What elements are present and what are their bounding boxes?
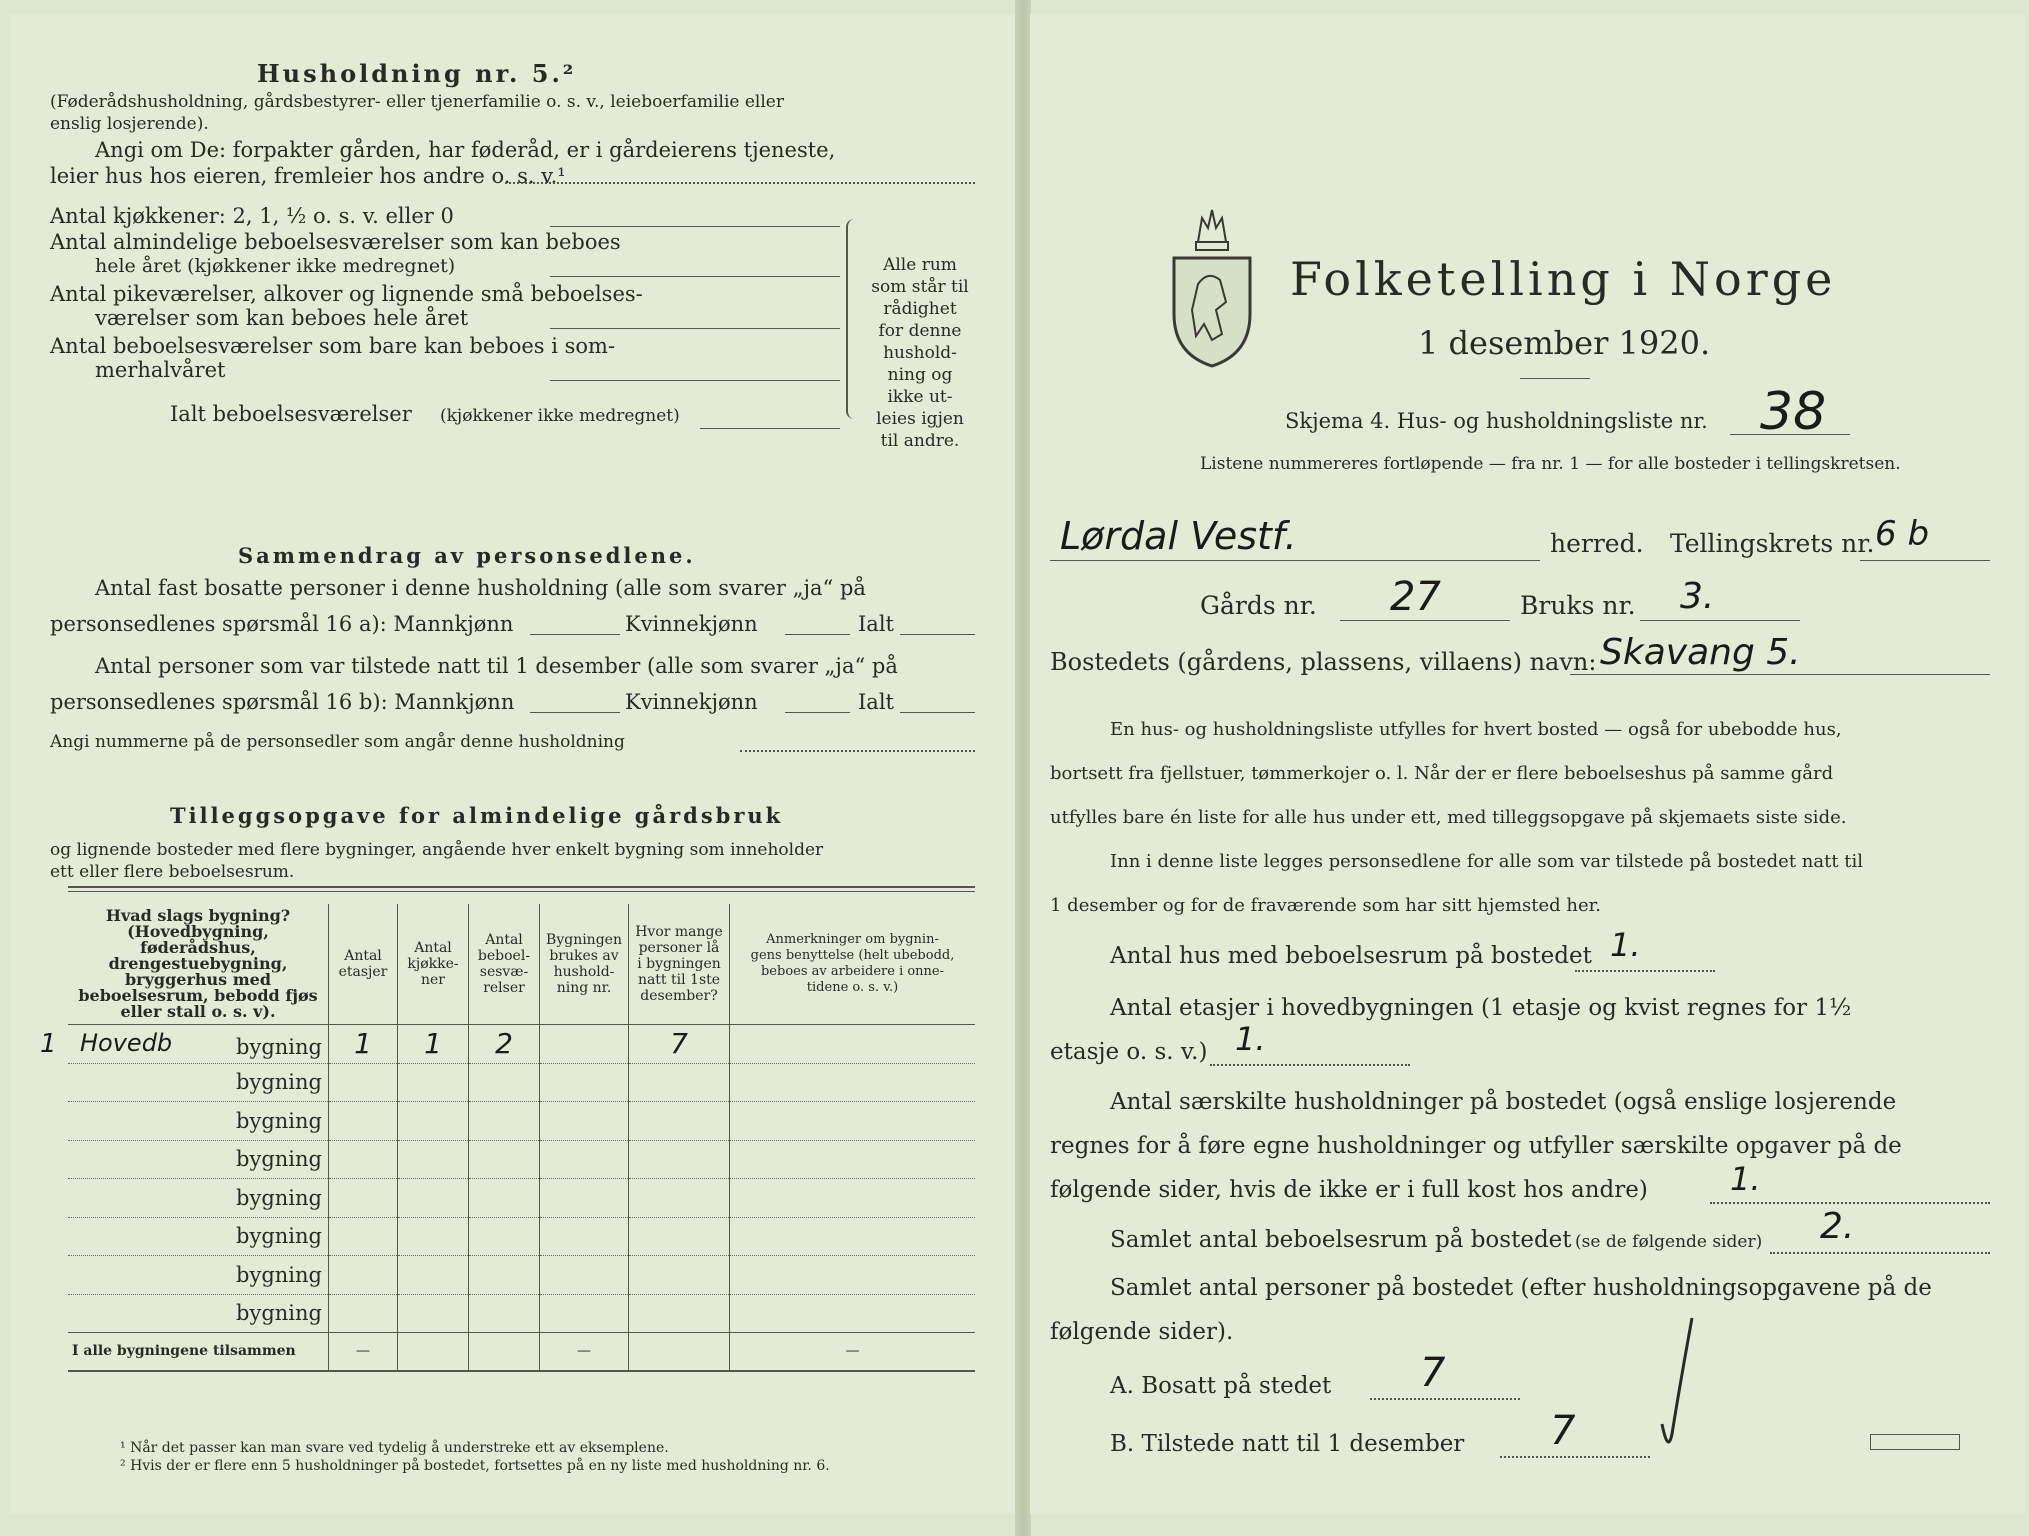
row1-husholdning[interactable] <box>540 1025 629 1064</box>
rooms-total-note: (kjøkkener ikke medregnet) <box>440 406 680 426</box>
angi-nummerne-line[interactable] <box>740 750 975 752</box>
mann-1-line[interactable] <box>530 634 620 635</box>
rooms-ordinary-1: Antal almindelige beboelsesværelser som kan beboes <box>50 230 621 254</box>
household-intro-line2: enslig losjerende). <box>50 114 209 134</box>
table-top-rule <box>68 886 975 892</box>
household-title: Husholdning nr. 5.² <box>257 59 577 88</box>
angi-line2: leier hus hos eieren, fremleier hos andre o. s. v.¹ <box>50 164 566 188</box>
tillegg-title: Tilleggsopgave for almindelige gårdsbruk <box>170 803 784 828</box>
angi-nummerne: Angi nummerne på de personsedler som angår denne husholdning <box>50 732 625 752</box>
rooms-kitchens: Antal kjøkkener: 2, 1, ½ o. s. v. eller 0 <box>50 204 454 228</box>
footnote-1: ¹ Når det passer kan man svare ved tydelig å understreke ett av eksemplene. <box>120 1440 669 1456</box>
footnote-2: ² Hvis der er flere enn 5 husholdninger på bostedet, fortsettes på en ny liste med husholdning nr. 6. <box>120 1458 830 1474</box>
summary-line1b: personsedlenes spørsmål 16 a): Mannkjønn <box>50 612 514 636</box>
kitchens-answer-line[interactable] <box>550 226 840 227</box>
q-bosatt: A. Bosatt på stedet <box>1110 1373 1332 1399</box>
mann-2-line[interactable] <box>530 712 620 713</box>
header-rum: Antal beboel- sesvæ- relser <box>469 904 540 1025</box>
table-row[interactable]: bygning <box>68 1294 975 1333</box>
header-kjokkener: Antal kjøkke- ner <box>398 904 469 1025</box>
row1-personer[interactable]: 7 <box>629 1025 730 1064</box>
table-row[interactable]: bygning <box>68 1217 975 1256</box>
kvinne-2-line[interactable] <box>785 712 850 713</box>
table-row[interactable]: bygning <box>68 1063 975 1102</box>
rooms-summer-2: merhalvåret <box>95 358 226 382</box>
rooms-ordinary-2: hele året (kjøkkener ikke medregnet) <box>95 255 456 277</box>
angi-line1: Angi om De: forpakter gården, har føderåd, er i gårdeierens tjeneste, <box>95 138 836 162</box>
q-husholdninger-1: Antal særskilte husholdninger på bostedet (også enslige losjerende <box>1110 1089 1897 1115</box>
title-rule <box>1520 378 1590 379</box>
main-title: Folketelling i Norge <box>1290 252 1837 306</box>
summer-answer-line[interactable] <box>550 380 840 381</box>
row1-kjokkener[interactable]: 1 <box>398 1025 469 1064</box>
bosted-value[interactable]: Skavang 5. <box>1600 632 1801 673</box>
rooms-total-answer-line[interactable] <box>700 428 840 429</box>
instructions-4: Inn i denne liste legges personsedlene for alle som var tilstede på bostedet natt til <box>1110 851 1864 872</box>
rooms-summer-1: Antal beboelsesværelser som bare kan beboes i som- <box>50 334 616 358</box>
q-tilstede-value[interactable]: 7 <box>1550 1408 1576 1454</box>
q-hus-line <box>1575 970 1715 972</box>
check-mark-icon <box>1642 1314 1702 1464</box>
ialt-1-line[interactable] <box>900 634 975 635</box>
q-etasjer-1: Antal etasjer i hovedbygningen (1 etasje og kvist regnes for 1½ <box>1110 995 1852 1021</box>
ialt-2-line[interactable] <box>900 712 975 713</box>
tellingskrets-label: Tellingskrets nr. <box>1670 529 1875 558</box>
q-husholdninger-3: følgende sider, hvis de ikke er i full kost hos andre) <box>1050 1177 1648 1203</box>
buildings-table <box>40 904 975 1372</box>
q-hus: Antal hus med beboelsesrum på bostedet <box>1110 943 1592 969</box>
summary-kvinne-2: Kvinnekjønn <box>625 690 758 714</box>
row1-etasjer[interactable]: 1 <box>329 1025 398 1064</box>
bruks-label: Bruks nr. <box>1520 591 1636 620</box>
q-beboelsesrum-note: (se de følgende sider) <box>1575 1232 1763 1252</box>
summary-line2: Antal personer som var tilstede natt til 1 desember (alle som svarer „ja“ på <box>95 654 898 678</box>
bruks-value[interactable]: 3. <box>1680 576 1715 617</box>
rooms-total-label: Ialt beboelsesværelser <box>170 402 412 426</box>
tillegg-line1: og lignende bosteder med flere bygninger, angående hver enkelt bygning som inneholder <box>50 840 824 860</box>
summary-kvinne-1: Kvinnekjønn <box>625 612 758 636</box>
skjema-label: Skjema 4. Hus- og husholdningsliste nr. <box>1285 409 1708 433</box>
table-row[interactable]: bygning <box>68 1179 975 1218</box>
q-beboelsesrum: Samlet antal beboelsesrum på bostedet <box>1110 1227 1572 1253</box>
rooms-small-1: Antal pikeværelser, alkover og lignende små beboelses- <box>50 282 643 306</box>
table-row[interactable]: 1 Hovedb bygning 1 1 2 7 <box>68 1025 975 1064</box>
bosted-line <box>1570 674 1990 675</box>
q-husholdninger-value[interactable]: 1. <box>1730 1160 1761 1198</box>
brace <box>846 219 862 419</box>
angi-answer-line[interactable] <box>505 182 975 184</box>
q-personer-2: følgende sider). <box>1050 1319 1234 1345</box>
q-hus-value[interactable]: 1. <box>1610 926 1641 964</box>
gards-label: Gårds nr. <box>1200 591 1317 620</box>
header-personer: Hvor mange personer lå i bygningen natt til 1ste desember? <box>629 904 730 1025</box>
summary-title: Sammendrag av personsedlene. <box>238 543 696 568</box>
herred-value[interactable]: Lørdal Vestf. <box>1060 514 1297 558</box>
bruks-line <box>1640 620 1800 621</box>
right-page <box>1030 14 2025 1514</box>
q-tilstede-line <box>1500 1456 1650 1458</box>
instructions-2: bortsett fra fjellstuer, tømmerkojer o. l. Når der er flere beboelseshus på samme gård <box>1050 763 1834 784</box>
tellingskrets-value[interactable]: 6 b <box>1875 514 1930 554</box>
gards-value[interactable]: 27 <box>1390 574 1441 620</box>
q-husholdninger-2: regnes for å føre egne husholdninger og utfyller særskilte opgaver på de <box>1050 1133 1902 1159</box>
header-anmerkninger: Anmerkninger om bygnin- gens benyttelse (helt ubebodd, beboes av arbeidere i onne- tidene o. s. v.) <box>750 932 955 995</box>
small-answer-line[interactable] <box>550 328 840 329</box>
gards-line <box>1340 620 1510 621</box>
instructions-3: utfylles bare én liste for alle hus under ett, med tilleggsopgave på skjemaets siste side. <box>1050 807 1847 828</box>
table-row[interactable]: bygning <box>68 1256 975 1295</box>
row1-anm[interactable] <box>730 1025 976 1064</box>
table-row[interactable]: bygning <box>68 1102 975 1141</box>
q-bosatt-line <box>1370 1398 1520 1400</box>
printer-stamp <box>1870 1434 1960 1450</box>
q-husholdninger-line <box>1710 1202 1990 1204</box>
q-personer-1: Samlet antal personer på bostedet (efter husholdningsopgavene på de <box>1110 1275 1932 1301</box>
q-etasjer-2: etasje o. s. v.) <box>1050 1039 1208 1065</box>
row1-type[interactable]: Hovedb <box>80 1029 173 1057</box>
table-row[interactable]: bygning <box>68 1140 975 1179</box>
q-etasjer-value[interactable]: 1. <box>1235 1020 1266 1058</box>
instructions-1: En hus- og husholdningsliste utfylles for hvert bosted — også for ubebodde hus, <box>1110 719 1842 740</box>
skjema-number[interactable]: 38 <box>1760 382 1827 442</box>
coat-of-arms-icon <box>1168 204 1256 370</box>
page-fold <box>1015 0 1031 1536</box>
summary-line1: Antal fast bosatte personer i denne husholdning (alle som svarer „ja“ på <box>95 576 866 600</box>
brace-note: Alle rum som står til rådighet for denne hushold- ning og ikke ut- leies igjen til andre. <box>871 255 969 451</box>
skjema-number-line <box>1730 434 1850 435</box>
summary-ialt-1: Ialt <box>858 612 894 636</box>
header-building-type: Hvad slags bygning? (Hovedbygning, føderådshus, drengestuebygning, bryggerhus med beboelsesrum, bebodd fjøs eller stall o. s. v). <box>68 904 329 1025</box>
bosted-label: Bostedets (gårdens, plassens, villaens) navn: <box>1050 648 1597 676</box>
row1-rum[interactable]: 2 <box>469 1025 540 1064</box>
ordinary-answer-line[interactable] <box>550 276 840 277</box>
kvinne-1-line[interactable] <box>785 634 850 635</box>
q-beboelsesrum-value[interactable]: 2. <box>1820 1206 1855 1247</box>
rooms-small-2: værelser som kan beboes hele året <box>95 306 469 330</box>
instructions-5: 1 desember og for de fraværende som har sitt hjemsted her. <box>1050 895 1601 916</box>
q-bosatt-value[interactable]: 7 <box>1420 1350 1446 1396</box>
row1-number: 1 <box>40 1029 57 1059</box>
herred-line <box>1050 560 1540 561</box>
table-total-row: I alle bygningene tilsammen — — — <box>68 1333 975 1371</box>
header-husholdning: Bygningen brukes av hushold- ning nr. <box>540 904 629 1025</box>
listene-note: Listene nummereres fortløpende — fra nr. 1 — for alle bosteder i tellingskretsen. <box>1200 454 1901 474</box>
summary-ialt-2: Ialt <box>858 690 894 714</box>
herred-label: herred. <box>1550 529 1644 558</box>
q-tilstede: B. Tilstede natt til 1 desember <box>1110 1431 1465 1457</box>
census-date: 1 desember 1920. <box>1418 324 1711 362</box>
q-etasjer-line <box>1210 1064 1410 1066</box>
summary-line2b: personsedlenes spørsmål 16 b): Mannkjønn <box>50 690 515 714</box>
tillegg-line2: ett eller flere beboelsesrum. <box>50 862 295 882</box>
q-beboelsesrum-line <box>1770 1252 1990 1254</box>
left-page <box>10 14 1015 1514</box>
header-etasjer: Antal etasjer <box>329 904 398 1025</box>
tellingskrets-line <box>1860 560 1990 561</box>
household-intro-line1: (Føderådshusholdning, gårdsbestyrer- eller tjenerfamilie o. s. v., leieboerfamilie eller <box>50 92 784 112</box>
